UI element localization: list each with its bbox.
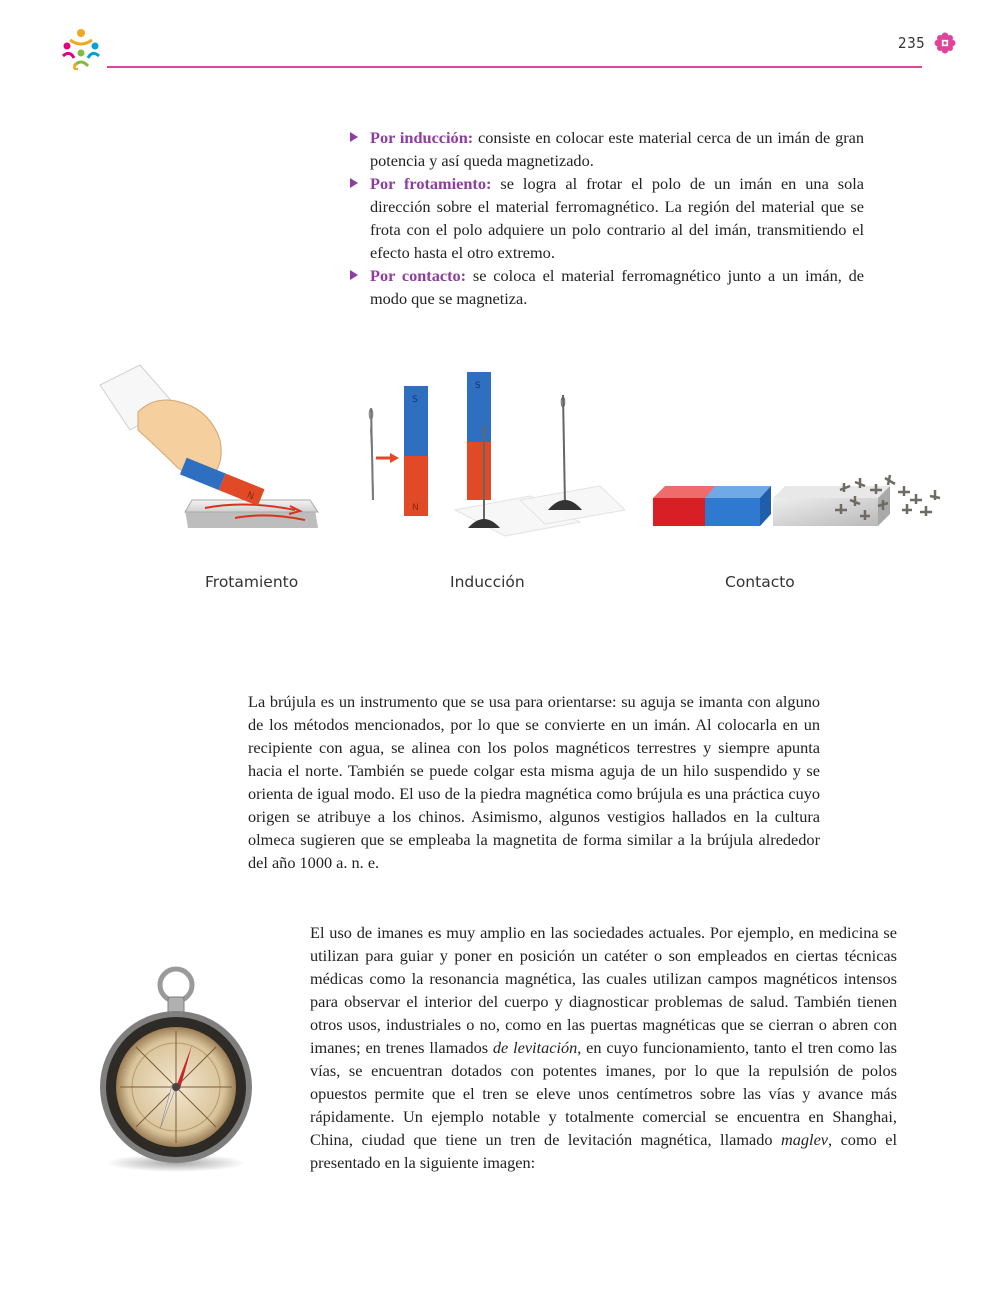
pole-label: N [245,490,256,503]
magnetization-figure [60,350,960,610]
pole-label: S [412,395,418,405]
bullet-arrow-icon [350,132,358,142]
method-term: Por inducción: [370,128,474,147]
method-description: consiste en colocar este material cerca de un imán de gran potencia y así queda magnetizado. [370,128,864,170]
caption-contact: Contacto [725,573,795,591]
compass-icon [96,965,258,1175]
contact-illustration [653,475,940,526]
caption-induction: Inducción [450,573,525,591]
emphasis-levitation: de levitación [492,1038,578,1057]
bullet-arrow-icon [350,270,358,280]
method-term: Por frotamiento: [370,174,492,193]
magnetization-illustration [60,350,960,570]
bullet-arrow-icon [350,178,358,188]
compass-paragraph: La brújula es un instrumento que se usa para orientarse: su aguja se imanta con alguno de los métodos mencionados, por lo que se convierte en un imán. Al colocarla en un recipiente con agua, se alinea con los polos magnéticos terrestres y siempre apunta hacia el norte. También se puede colgar esta misma aguja de un hilo suspendido y se orienta de igual modo. El uso de la piedra magnética como brújula es una práctica cuyo origen se atribuye a los chinos. Asimismo, algunos vestigios hallados en la cultura olmeca sugieren que se empleaba la magnetita de forma similar a la brújula alrededor del año 1000 a. n. e. [248,692,820,872]
method-friction [348,172,864,264]
bar-magnet-tilted [180,458,265,506]
header-divider [107,66,922,68]
text-run: , en cuyo funcionamiento, tanto el tren como las vías, se encuentran dotados con potentes imanes, por lo que la repulsión de polos opuestos permite que el tren se eleve unos centímetros sobre las vías y avance más rápidamente. Un ejemplo notable y totalmente comercial se encuentra en Shanghai, China, ciudad que tiene un tren de levitación magnética, llamado [310,1038,897,1149]
induction-illustration [369,372,625,536]
magnet-uses-paragraph [310,921,897,1174]
method-induction [348,126,864,172]
method-term: Por contacto: [370,266,467,285]
pink-flower-icon [934,32,956,54]
text-run: El uso de imanes es muy amplio en las sociedades actuales. Por ejemplo, en medicina se utilizan para guiar y poner en posición un catéter o son empleados en ciertas técnicas médicas como la resonancia magnética, las cuales utilizan campos magnéticos intensos para observar el interior del cuerpo y diagnosticar problemas de salud. También tienen otros usos, industriales o no, como en las puertas magnéticas que se cierran o abren con imanes; en trenes llamados [310,923,897,1057]
method-description: se logra al frotar el polo de un imán en una sola dirección sobre el material ferromagnético. La región del material que se frota con el polo adquiere un polo contrario al del imán, transmitiendo el efecto hasta el otro extremo. [370,174,865,262]
magnetization-methods-list [348,126,864,310]
method-description: se coloca el material ferromagnético junto a un imán, de modo que se magnetiza. [370,266,864,308]
text-run: , como el presentado en la siguiente imagen: [310,1130,897,1172]
emphasis-maglev: maglev [781,1130,829,1149]
pole-label: S [475,381,481,391]
friction-illustration [100,365,318,528]
pole-label: N [412,503,419,513]
method-contact [348,264,864,310]
caption-friction: Frotamiento [205,573,299,591]
dancing-figures-logo-icon [58,26,104,70]
page-number: 235 [898,34,926,52]
